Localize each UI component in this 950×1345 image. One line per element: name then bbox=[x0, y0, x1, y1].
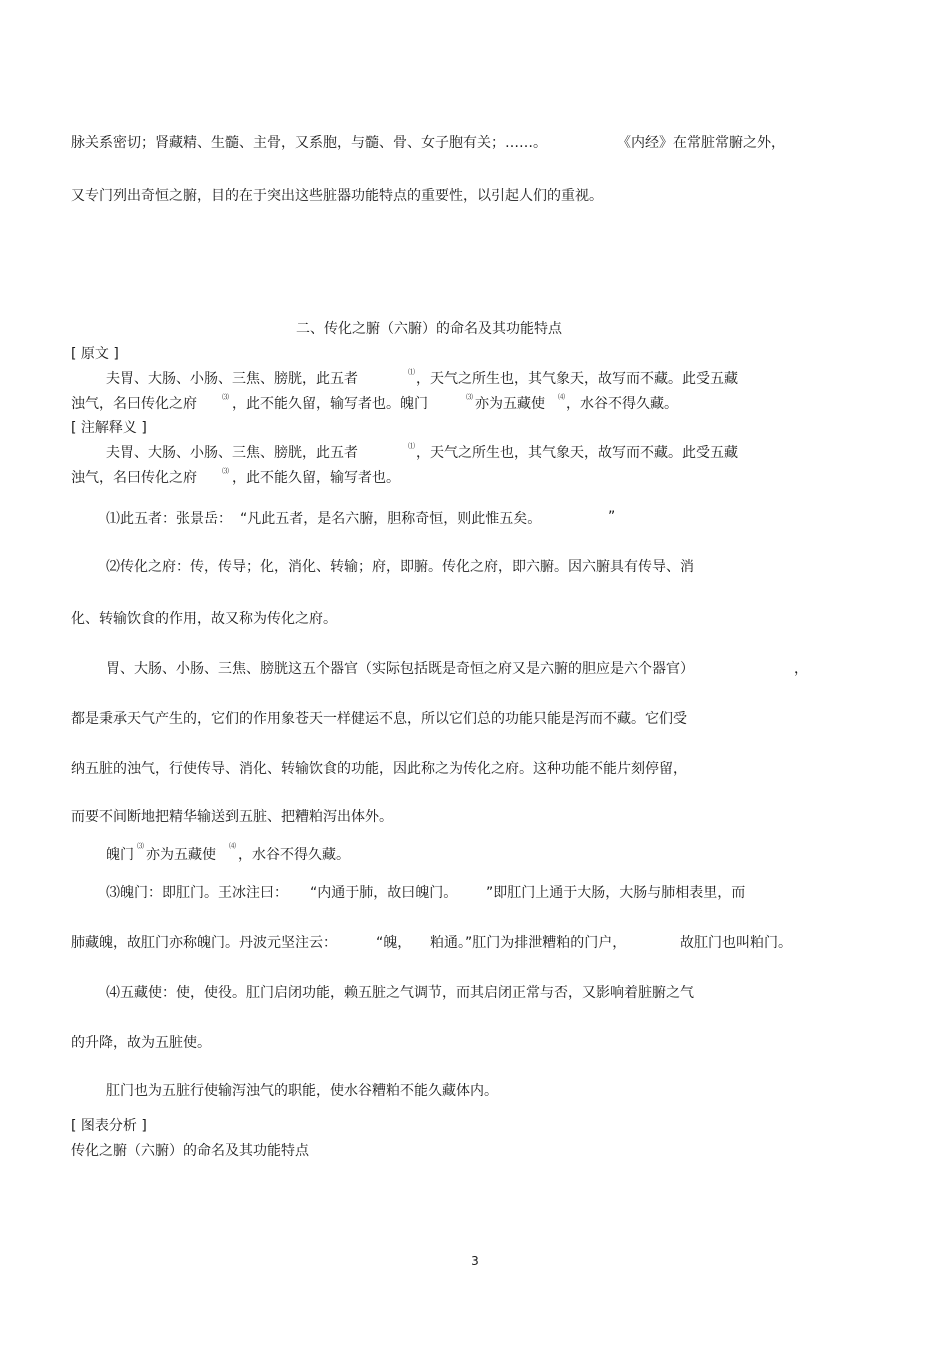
note-3g: 故肛门也叫粕门。 bbox=[680, 935, 792, 951]
footnote-ref-3: ⑶ bbox=[222, 467, 229, 475]
intro-line-2: 又专门列出奇恒之腑，目的在于突出这些脏器功能特点的重要性，以引起人们的重视。 bbox=[71, 188, 603, 204]
zhujie-line-2b: ，此不能久留，输写者也。 bbox=[232, 470, 400, 486]
note-3c: ”即肛门上通于大肠，大肠与肺相表里，而 bbox=[486, 885, 746, 901]
intro-line-1b: 《内经》在常脏常腑之外， bbox=[617, 135, 785, 151]
para-2a: 魄门 bbox=[106, 847, 134, 863]
zhujie-line-1b: ，天气之所生也，其气象天，故写而不藏。此受五藏 bbox=[416, 445, 738, 461]
footnote-ref-1: ⑴ bbox=[408, 442, 415, 450]
para-2c: ，水谷不得久藏。 bbox=[238, 847, 350, 863]
note-2a: ⑵传化之府：传，传导；化，消化、转输；府，即腑。传化之府，即六腑。因六腑具有传导、消 bbox=[106, 559, 694, 575]
zhujie-line-2a: 浊气，名曰传化之府 bbox=[71, 470, 197, 486]
note-3f: 粕通。”肛门为排泄糟粕的门户， bbox=[430, 935, 627, 951]
note-3a: ⑶魄门：即肛门。王冰注曰： bbox=[106, 885, 288, 901]
para-2b: 亦为五藏使 bbox=[146, 847, 216, 863]
note-3d: 肺藏魄，故肛门亦称魄门。丹波元坚注云： bbox=[71, 935, 337, 951]
note-1a: ⑴此五者：张景岳： bbox=[106, 511, 232, 527]
yuanwen-line-2a: 浊气，名曰传化之府 bbox=[71, 396, 197, 412]
section-title: 二、传化之腑（六腑）的命名及其功能特点 bbox=[296, 321, 562, 337]
note-3e: “魄， bbox=[376, 935, 412, 951]
para-1d: 而要不间断地把精华输送到五脏、把糟粕泻出体外。 bbox=[71, 809, 393, 825]
yuanwen-label: [ 原文 ] bbox=[71, 346, 119, 362]
footnote-ref-4: ⑷ bbox=[558, 393, 565, 401]
zhujie-line-1a: 夫胃、大肠、小肠、三焦、膀胱，此五者 bbox=[106, 445, 358, 461]
analysis-title: 传化之腑（六腑）的命名及其功能特点 bbox=[71, 1143, 309, 1159]
note-1b: “凡此五者，是名六腑，胆称奇恒，则此惟五矣。 bbox=[240, 511, 542, 527]
yuanwen-line-2b: ，此不能久留，输写者也。魄门 bbox=[232, 396, 428, 412]
note-4a: ⑷五藏使：使，使役。肛门启闭功能，赖五脏之气调节，而其启闭正常与否，又影响着脏腑之气 bbox=[106, 985, 694, 1001]
footnote-ref-3: ⑶ bbox=[222, 393, 229, 401]
zhujie-label: [ 注解释义 ] bbox=[71, 420, 147, 436]
note-2b: 化、转输饮食的作用，故又称为传化之府。 bbox=[71, 611, 337, 627]
para-1a: 胃、大肠、小肠、三焦、膀胱这五个器官（实际包括既是奇恒之府又是六腑的胆应是六个器官） bbox=[106, 661, 694, 677]
yuanwen-line-2d: ，水谷不得久藏。 bbox=[566, 396, 678, 412]
yuanwen-line-1b: ，天气之所生也，其气象天，故写而不藏。此受五藏 bbox=[416, 371, 738, 387]
note-3b: “内通于肺，故曰魄门。 bbox=[310, 885, 458, 901]
footnote-ref-4: ⑷ bbox=[229, 842, 236, 850]
para-3: 肛门也为五脏行使输泻浊气的职能，使水谷糟粕不能久藏体内。 bbox=[106, 1083, 498, 1099]
footnote-ref-3: ⑶ bbox=[137, 842, 144, 850]
para-1c: 纳五脏的浊气，行使传导、消化、转输饮食的功能，因此称之为传化之府。这种功能不能片刻停留， bbox=[71, 761, 687, 777]
analysis-label: [ 图表分析 ] bbox=[71, 1118, 147, 1134]
note-4b: 的升降，故为五脏使。 bbox=[71, 1035, 211, 1051]
footnote-ref-1: ⑴ bbox=[408, 368, 415, 376]
para-1b: 都是秉承天气产生的，它们的作用象苍天一样健运不息，所以它们总的功能只能是泻而不藏。它们受 bbox=[71, 711, 687, 727]
yuanwen-line-1a: 夫胃、大肠、小肠、三焦、膀胱，此五者 bbox=[106, 371, 358, 387]
yuanwen-line-2c: 亦为五藏使 bbox=[475, 396, 545, 412]
para-1-comma: ， bbox=[794, 661, 808, 677]
intro-line-1a: 脉关系密切；肾藏精、生髓、主骨，又系胞，与髓、骨、女子胞有关；……。 bbox=[71, 135, 547, 151]
note-1c: ” bbox=[608, 509, 616, 525]
footnote-ref-3b: ⑶ bbox=[466, 393, 473, 401]
page-number: 3 bbox=[471, 1254, 479, 1268]
